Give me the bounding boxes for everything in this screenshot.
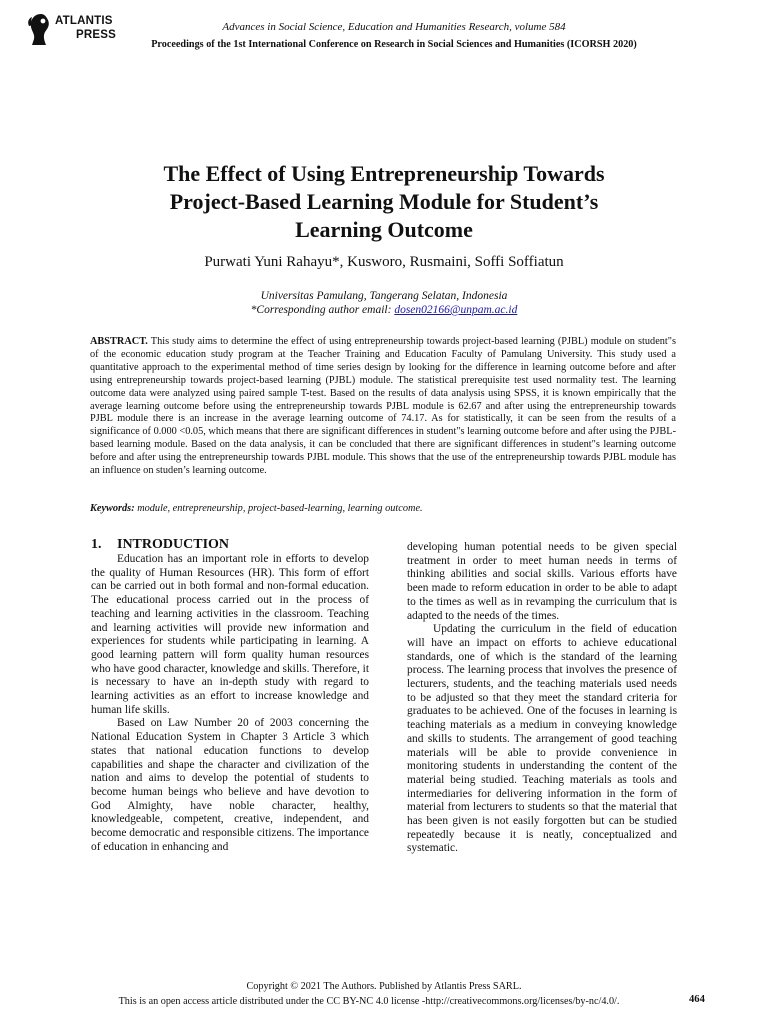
- keywords-label: Keywords:: [90, 503, 135, 514]
- keywords: [90, 503, 676, 514]
- corresponding-author: [0, 303, 768, 317]
- footer: [0, 979, 768, 1009]
- paragraph: developing human potential needs to be given special treatment in order to meet human needs in terms of thinking abilities and social skills. Various efforts have been made to reform education in order to be able to adapt to the times as well as in revamping the curriculum that is adapted to the needs of the times.: [407, 541, 677, 622]
- right-column: [407, 541, 677, 856]
- section-title: INTRODUCTION: [117, 537, 230, 552]
- left-column: [91, 536, 369, 854]
- author-list: Purwati Yuni Rahayu*, Kusworo, Rusmaini, Soffi Soffiatun: [204, 254, 564, 270]
- section-heading: [91, 536, 369, 553]
- license-line: This is an open access article distributed under the CC BY-NC 4.0 license -http://creativecommons.org/licenses/by-nc/4.0/.: [118, 996, 620, 1007]
- abstract-label: ABSTRACT.: [90, 336, 148, 347]
- abstract: [90, 336, 676, 478]
- keywords-text: module, entrepreneurship, project-based-learning, learning outcome.: [134, 503, 423, 514]
- series-line: Advances in Social Science, Education and Humanities Research, volume 584: [222, 21, 566, 33]
- affiliation-block: [0, 289, 768, 317]
- corresponding-label: *Corresponding author email:: [250, 304, 395, 316]
- copyright-line: Copyright © 2021 The Authors. Published by Atlantis Press SARL.: [246, 981, 522, 992]
- title-line: The Effect of Using Entrepreneurship Towards: [163, 161, 605, 186]
- paragraph: Education has an important role in efforts to develop the quality of Human Resources (HR). This form of effort can be carried out in both formal and non-formal education. The educational process carried out in the process of teaching and learning activities in the classroom. Teaching and learning activities will provide new information and experiences for students while participating in learning. A good learning pattern will form quality human resources who have good character, knowledge and skills. Therefore, it is necessary to have an in-depth study with regard to learning activities as an effort to increase knowledge and human life skills.: [91, 553, 369, 716]
- publisher-name-line2: PRESS: [76, 29, 116, 41]
- title-line: Learning Outcome: [295, 217, 473, 242]
- paragraph: Updating the curriculum in the field of education will have an impact on efforts to achieve educational standards, one of which is the standard of the learning process. The learning process that involves the presence of lecturers, students, and the teaching materials used needs to be adjusted so that they meet the standard criteria for graduates to be achieved. One of the focuses in learning is teaching materials as a medium in conveying knowledge and skills to students. The arrangement of good teaching materials will be able to provide convenience in monitoring students in understanding the content of the material being studied. Teaching materials as tools and intermediaries for delivering information in the form of material from lecturers to students so that the material that has been given is not easily forgotten but can be studied repeatedly because it is neatly, conceptualized and systematic.: [407, 623, 677, 855]
- paragraph: Based on Law Number 20 of 2003 concerning the National Education System in Chapter 3 Article 3 which states that national education functions to develop capabilities and shape the character and civilization of the nation and aims to develop the potential of students to become human beings who believe and have devotion to God Almighty, have noble character, healthy, knowledgeable, competent, creative, independent, and become democratic and responsible citizens. The importance of education in enhancing and: [91, 717, 369, 853]
- affiliation: Universitas Pamulang, Tangerang Selatan, Indonesia: [260, 290, 508, 302]
- corresponding-email-link[interactable]: dosen02166@unpam.ac.id: [394, 304, 518, 316]
- section-number: 1.: [91, 537, 102, 552]
- publisher-name-line1: ATLANTIS: [55, 15, 113, 27]
- title-line: Project-Based Learning Module for Student’s: [169, 189, 599, 214]
- abstract-text: This study aims to determine the effect of using entrepreneurship towards project-based learning (PJBL) module on student"s of the economic education study program at the Teacher Training and Education Faculty of Pamulang University. This study used a quantitative approach to the experimental method of time series design by looking for the difference in learning outcome before and after using entrepreneurship towards project-based learning (PJBL) module. The statistical prerequisite test used normality test. The learning outcome data were analyzed using paired sample T-test. Based on the results of data analysis using SPSS, it is known empirically that the average learning outcome before using the entrepreneurship towards PJBL module is 62.67 and after using the entrepreneurship towards PJBL module there is an increase in the average learning outcome of 74.17. As for statistically, it can be seen from the results of a significance of 0.000 <0.05, which means that there are significant differences in student"s learning outcome before and after using the PJBL-based learning module. Based on the data analysis, it can be concluded that there are significant differences in student"s learning outcome before and after using the entrepreneurship towards PJBL module. This shows that the use of the entrepreneurship towards PJBL module has an influence on studen’s learning outcome.: [90, 336, 676, 477]
- paper-title: [90, 160, 678, 244]
- page-number: 464: [689, 994, 705, 1005]
- proceedings-line: Proceedings of the 1st International Conference on Research in Social Sciences and Humanities (ICORSH 2020): [151, 39, 637, 50]
